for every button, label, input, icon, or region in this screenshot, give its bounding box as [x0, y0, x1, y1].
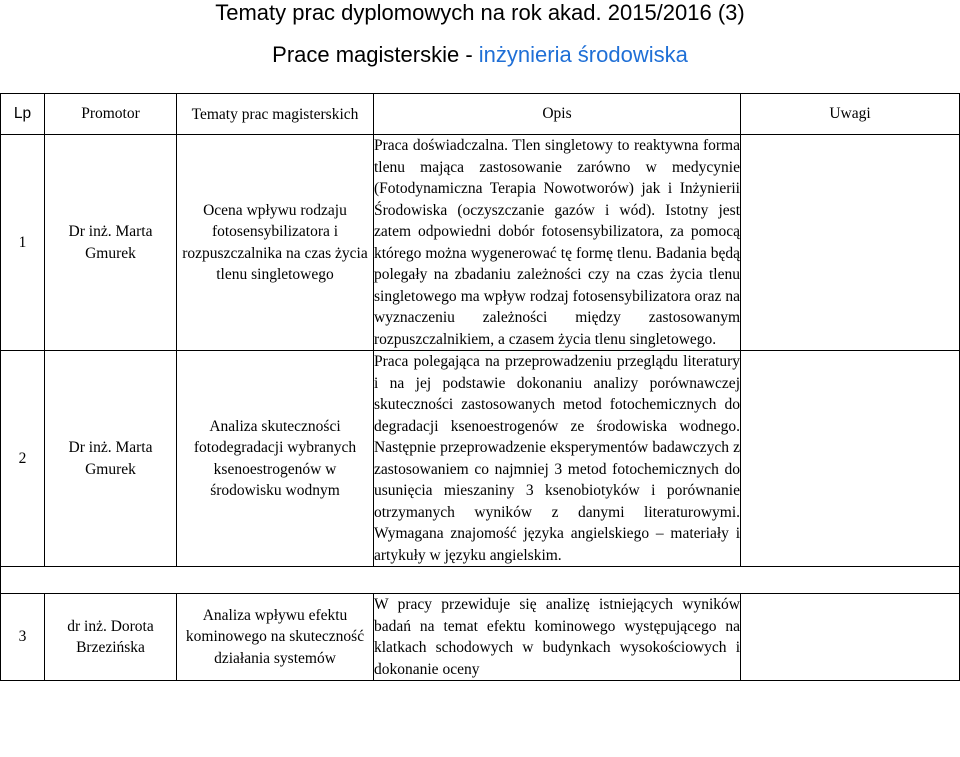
- row-opis: Praca doświadczalna. Tlen singletowy to reaktywna forma tlenu mająca zastosowanie zarówno w medycynie (Fotodynamiczna Terapia Nowotworów) jak i Inżynierii Środowiska (oczyszczanie gazów i wód). Istotny jest zatem odpowiedni dobór fotosensybilizatora, za pomocą którego można wygenerować tę formę tlenu. Badania będą polegały na zbadaniu zależności czy na czas życia tlenu singletowego ma wpływ rodzaj fotosensybilizatora oraz na wyznaczeniu zależności między zastosowanym rozpuszczalnikiem, a czasem życia tlenu singletowego.: [374, 135, 741, 351]
- page-break: [1, 567, 960, 594]
- header-promotor: Promotor: [45, 94, 177, 135]
- row-lp: 2: [1, 351, 45, 567]
- header-uwagi: Uwagi: [741, 94, 960, 135]
- page-subtitle: [0, 42, 960, 68]
- row-temat: Ocena wpływu rodzaju fotosensybilizatora i rozpuszczalnika na czas życia tlenu singletowego: [177, 135, 374, 351]
- row-promotor: Dr inż. Marta Gmurek: [45, 135, 177, 351]
- row-uwagi: [741, 351, 960, 567]
- row-promotor: Dr inż. Marta Gmurek: [45, 351, 177, 567]
- page-title: Tematy prac dyplomowych na rok akad. 2015/2016 (3): [215, 0, 745, 25]
- row-temat: Analiza skuteczności fotodegradacji wybranych ksenoestrogenów w środowisku wodnym: [177, 351, 374, 567]
- row-promotor: dr inż. Dorota Brzezińska: [45, 594, 177, 681]
- subtitle-accent: inżynieria środowiska: [478, 42, 688, 67]
- header-lp: Lp: [1, 94, 45, 135]
- row-uwagi: [741, 135, 960, 351]
- table-row: [1, 135, 960, 351]
- row-temat: Analiza wpływu efektu kominowego na skuteczność działania systemów: [177, 594, 374, 681]
- table-header-row: [1, 94, 960, 135]
- topics-table: [0, 93, 960, 681]
- row-opis: Praca polegająca na przeprowadzeniu przeglądu literatury i na jej podstawie dokonaniu analizy porównawczej skuteczności zastosowanych metod fotochemicznych do degradacji ksenoestrogenów ze środowiska wodnego. Następnie przeprowadzenie eksperymentów badawczych z zastosowaniem co najmniej 3 metod fotochemicznych do usunięcia mieszaniny 3 ksenobiotyków i porównanie otrzymanych wyników z danymi literaturowymi. Wymagana znajomość języka angielskiego – materiały i artykuły w języku angielskim.: [374, 351, 741, 567]
- table-row: [1, 594, 960, 681]
- header-opis: Opis: [374, 94, 741, 135]
- table-row: [1, 351, 960, 567]
- row-lp: 1: [1, 135, 45, 351]
- row-uwagi: [741, 594, 960, 681]
- row-lp: 3: [1, 594, 45, 681]
- row-opis: W pracy przewiduje się analizę istniejących wyników badań na temat efektu kominowego występującego na klatkach schodowych w budynkach wysokościowych i dokonanie oceny: [374, 594, 741, 681]
- header-tematy: Tematy prac magisterskich: [177, 94, 374, 135]
- subtitle-prefix: Prace magisterskie -: [272, 42, 479, 67]
